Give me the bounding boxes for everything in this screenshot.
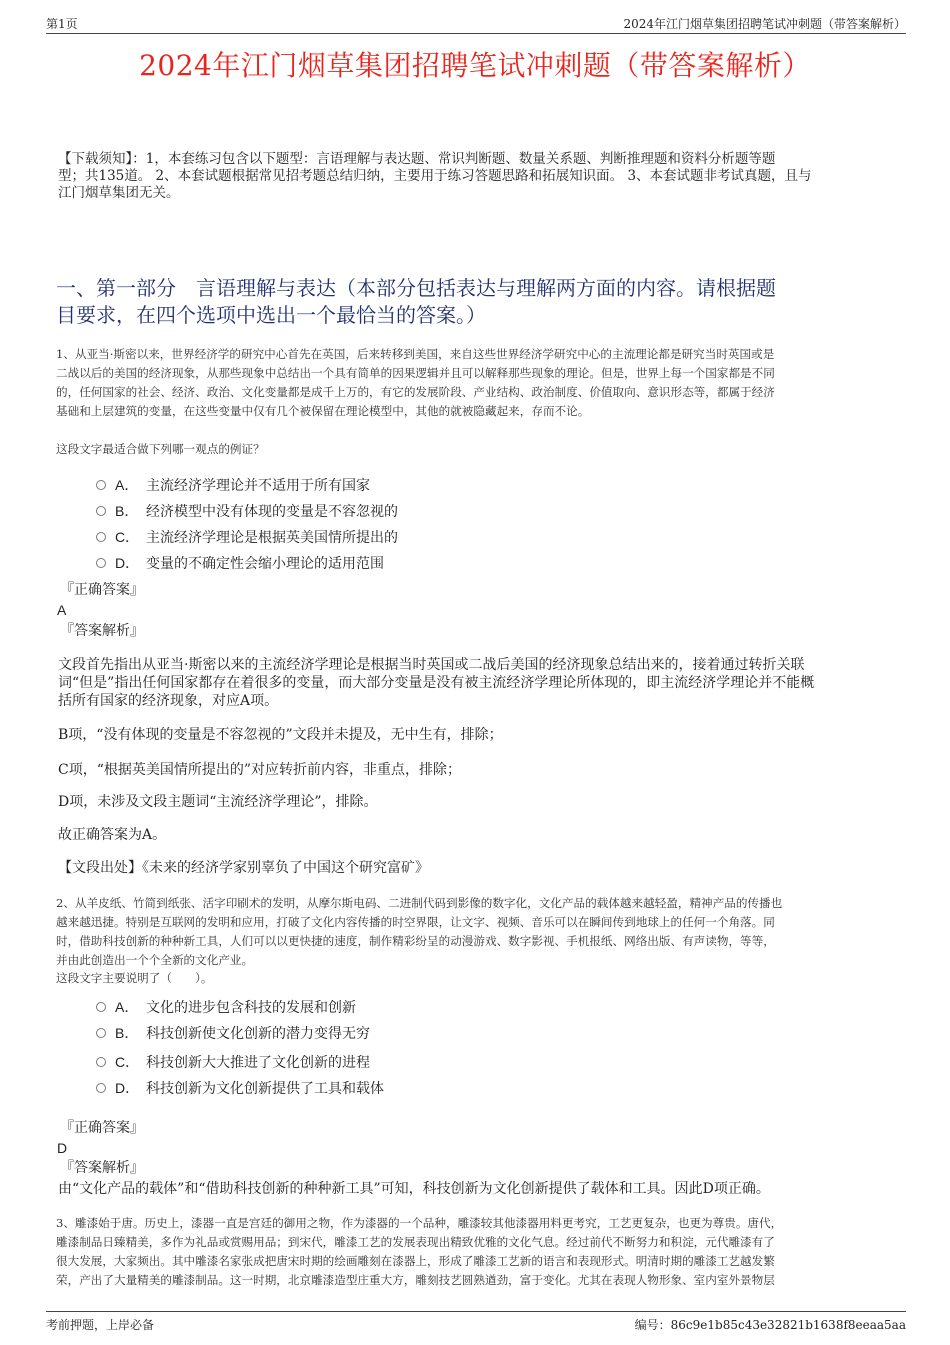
option-label: A． (115, 477, 139, 493)
radio-icon[interactable] (96, 532, 106, 542)
question-line: 雕漆制品日臻精美，多作为礼品或赏赐用品；到宋代，雕漆工艺的发展表现出精致优雅的文化气息。经过前代不断努力和积淀，元代雕漆有了 (56, 1235, 775, 1249)
q2-answer-tag: 『正确答案』 (60, 1120, 144, 1136)
question-line: 3、雕漆始于唐。历史上，漆器一直是宫廷的御用之物，作为漆器的一个品种，雕漆较其他漆器用料更考究，工艺更复杂，也更为尊贵。唐代， (56, 1216, 783, 1230)
question-1-text (56, 345, 906, 421)
option-label: B． (115, 503, 139, 519)
question-line: 基础和上层建筑的变量，在这些变量中仅有几个被保留在理论模型中，其他的就被隐藏起来，存而不论。 (56, 404, 590, 418)
question-2-prompt: 这段文字主要说明了（ ）。 (56, 971, 213, 985)
footer-slogan: 考前押题，上岸必备 (46, 1318, 155, 1332)
section-heading (56, 275, 906, 329)
radio-icon[interactable] (96, 1057, 106, 1067)
question-line: 并由此创造出一个个全新的文化产业。 (56, 953, 254, 967)
q1-answer: A (57, 602, 67, 618)
q1-analysis (58, 656, 888, 710)
option-label: D． (115, 555, 140, 571)
notice-line: 型；共135道。 2、本套试题根据常见招考题总结归纳，主要用于练习答题思路和拓展知识面。 3、本套试题非考试真题，且与 (58, 168, 812, 184)
question-3-text (56, 1214, 906, 1290)
q2-option-d[interactable] (96, 1077, 384, 1099)
question-1-prompt: 这段文字最适合做下列哪一观点的例证？ (56, 442, 265, 456)
question-line: 二战以后的美国的经济现象，从那些现象中总结出一个具有简单的因果逻辑并且可以解释那些现象的理论。但是，世界上每一个国家都是不同 (56, 366, 775, 380)
option-label: C． (115, 1054, 140, 1070)
question-line: 2、从羊皮纸、竹简到纸张、活字印刷术的发明，从摩尔斯电码、二进制代码到影像的数字化，文化产品的载体越来越轻盈，精神产品的传播也 (56, 896, 783, 910)
option-label: A． (115, 999, 139, 1015)
option-text: 变量的不确定性会缩小理论的适用范围 (146, 556, 384, 572)
question-line: 荣，产出了大量精美的雕漆制品。这一时期，北京雕漆造型庄重大方，雕刻技艺圆熟遒劲，富于变化。尤其在表现人物形象、室内室外景物层 (56, 1273, 775, 1287)
radio-icon[interactable] (96, 558, 106, 568)
q2-answer: D (57, 1140, 68, 1156)
page-number: 第1页 (46, 17, 78, 31)
option-text: 主流经济学理论并不适用于所有国家 (146, 478, 370, 494)
question-line: 的，任何国家的社会、经济、政治、文化变量都是成千上万的，有它的发展阶段、产业结构、政治制度、价值取向、意识形态等，都属于经济 (56, 385, 775, 399)
q1-conclusion: 故正确答案为A。 (58, 827, 167, 843)
analysis-line: 文段首先指出从亚当·斯密以来的主流经济学理论是根据当时英国或二战后美国的经济现象总结出来的，接着通过转折关联 (58, 657, 805, 673)
section-line: 目要求，在四个选项中选出一个最恰当的答案。） (56, 303, 486, 327)
q2-option-a[interactable] (96, 996, 356, 1018)
option-text: 主流经济学理论是根据英美国情所提出的 (146, 530, 398, 546)
radio-icon[interactable] (96, 506, 106, 516)
q1-option-c[interactable] (96, 526, 398, 548)
q1-source: 【文段出处】《未来的经济学家别辜负了中国这个研究富矿》 (58, 860, 429, 876)
radio-icon[interactable] (96, 480, 106, 490)
footer-divider (46, 1311, 906, 1312)
option-text: 经济模型中没有体现的变量是不容忽视的 (146, 504, 398, 520)
question-line: 时，借助科技创新的种种新工具，人们可以以更快捷的速度，制作精彩纷呈的动漫游戏、数字影视、手机报纸、网络出版、有声读物，等等， (56, 934, 775, 948)
q2-option-c[interactable] (96, 1051, 370, 1073)
radio-icon[interactable] (96, 1028, 106, 1038)
q2-option-b[interactable] (96, 1022, 370, 1044)
option-label: C． (115, 529, 140, 545)
q1-option-c-analysis: C项，“根据英美国情所提出的”对应转折前内容，非重点，排除； (58, 762, 462, 778)
q1-answer-tag: 『正确答案』 (60, 582, 144, 598)
q1-option-d[interactable] (96, 552, 384, 574)
notice-line: 【下载须知】：1，本套练习包含以下题型：言语理解与表达题、常识判断题、数量关系题、判断推理题和资料分析题等题 (58, 151, 776, 167)
question-line: 很大发展，大家频出。其中雕漆名家张成把唐宋时期的绘画雕刻在漆器上，形成了雕漆工艺新的语言和表现形式。明清时期的雕漆工艺越发繁 (56, 1254, 775, 1268)
q2-analysis: 由“文化产品的载体”和“借助科技创新的种种新工具”可知，科技创新为文化创新提供了载体和工具。因此D项正确。 (58, 1181, 770, 1197)
q2-analysis-tag: 『答案解析』 (60, 1160, 144, 1176)
option-label: B． (115, 1025, 139, 1041)
question-line: 越来越迅捷。特别是互联网的发明和应用，打破了文化内容传播的时空界限，让文字、视频、音乐可以在瞬间传到地球上的任何一个角落。同 (56, 915, 775, 929)
option-text: 科技创新为文化创新提供了工具和载体 (146, 1081, 384, 1097)
radio-icon[interactable] (96, 1083, 106, 1093)
analysis-line: 括所有国家的经济现象，对应A项。 (58, 693, 279, 709)
download-notice (58, 151, 906, 202)
option-text: 科技创新大大推进了文化创新的进程 (146, 1055, 370, 1071)
q1-option-b-analysis: B项，“没有体现的变量是不容忽视的”文段并未提及，无中生有，排除； (58, 727, 503, 743)
section-line: 一、第一部分 言语理解与表达（本部分包括表达与理解两方面的内容。请根据题 (56, 276, 776, 300)
question-2-text (56, 894, 906, 970)
page-title: 2024年江门烟草集团招聘笔试冲刺题（带答案解析） (139, 49, 811, 82)
option-label: D． (115, 1080, 140, 1096)
header-divider (46, 33, 906, 34)
analysis-line: 词“但是”指出任何国家都存在着很多的变量，而大部分变量是没有被主流经济学理论所体现的，即主流经济学理论并不能概 (58, 675, 815, 691)
notice-line: 江门烟草集团无关。 (58, 185, 180, 201)
q1-analysis-tag: 『答案解析』 (60, 623, 144, 639)
q1-option-a[interactable] (96, 474, 370, 496)
option-text: 文化的进步包含科技的发展和创新 (146, 1000, 356, 1016)
question-line: 1、从亚当·斯密以来，世界经济学的研究中心首先在英国，后来转移到美国，来自这些世界经济学研究中心的主流理论都是研究当时英国或是 (56, 347, 775, 361)
option-text: 科技创新使文化创新的潜力变得无穷 (146, 1026, 370, 1042)
q1-option-b[interactable] (96, 500, 398, 522)
footer-doc-id: 编号：86c9e1b85c43e32821b1638f8eeaa5aa (634, 1318, 906, 1332)
header-doc-title: 2024年江门烟草集团招聘笔试冲刺题（带答案解析） (623, 17, 906, 31)
q1-option-d-analysis: D项，未涉及文段主题词“主流经济学理论”，排除。 (58, 794, 378, 810)
radio-icon[interactable] (96, 1002, 106, 1012)
